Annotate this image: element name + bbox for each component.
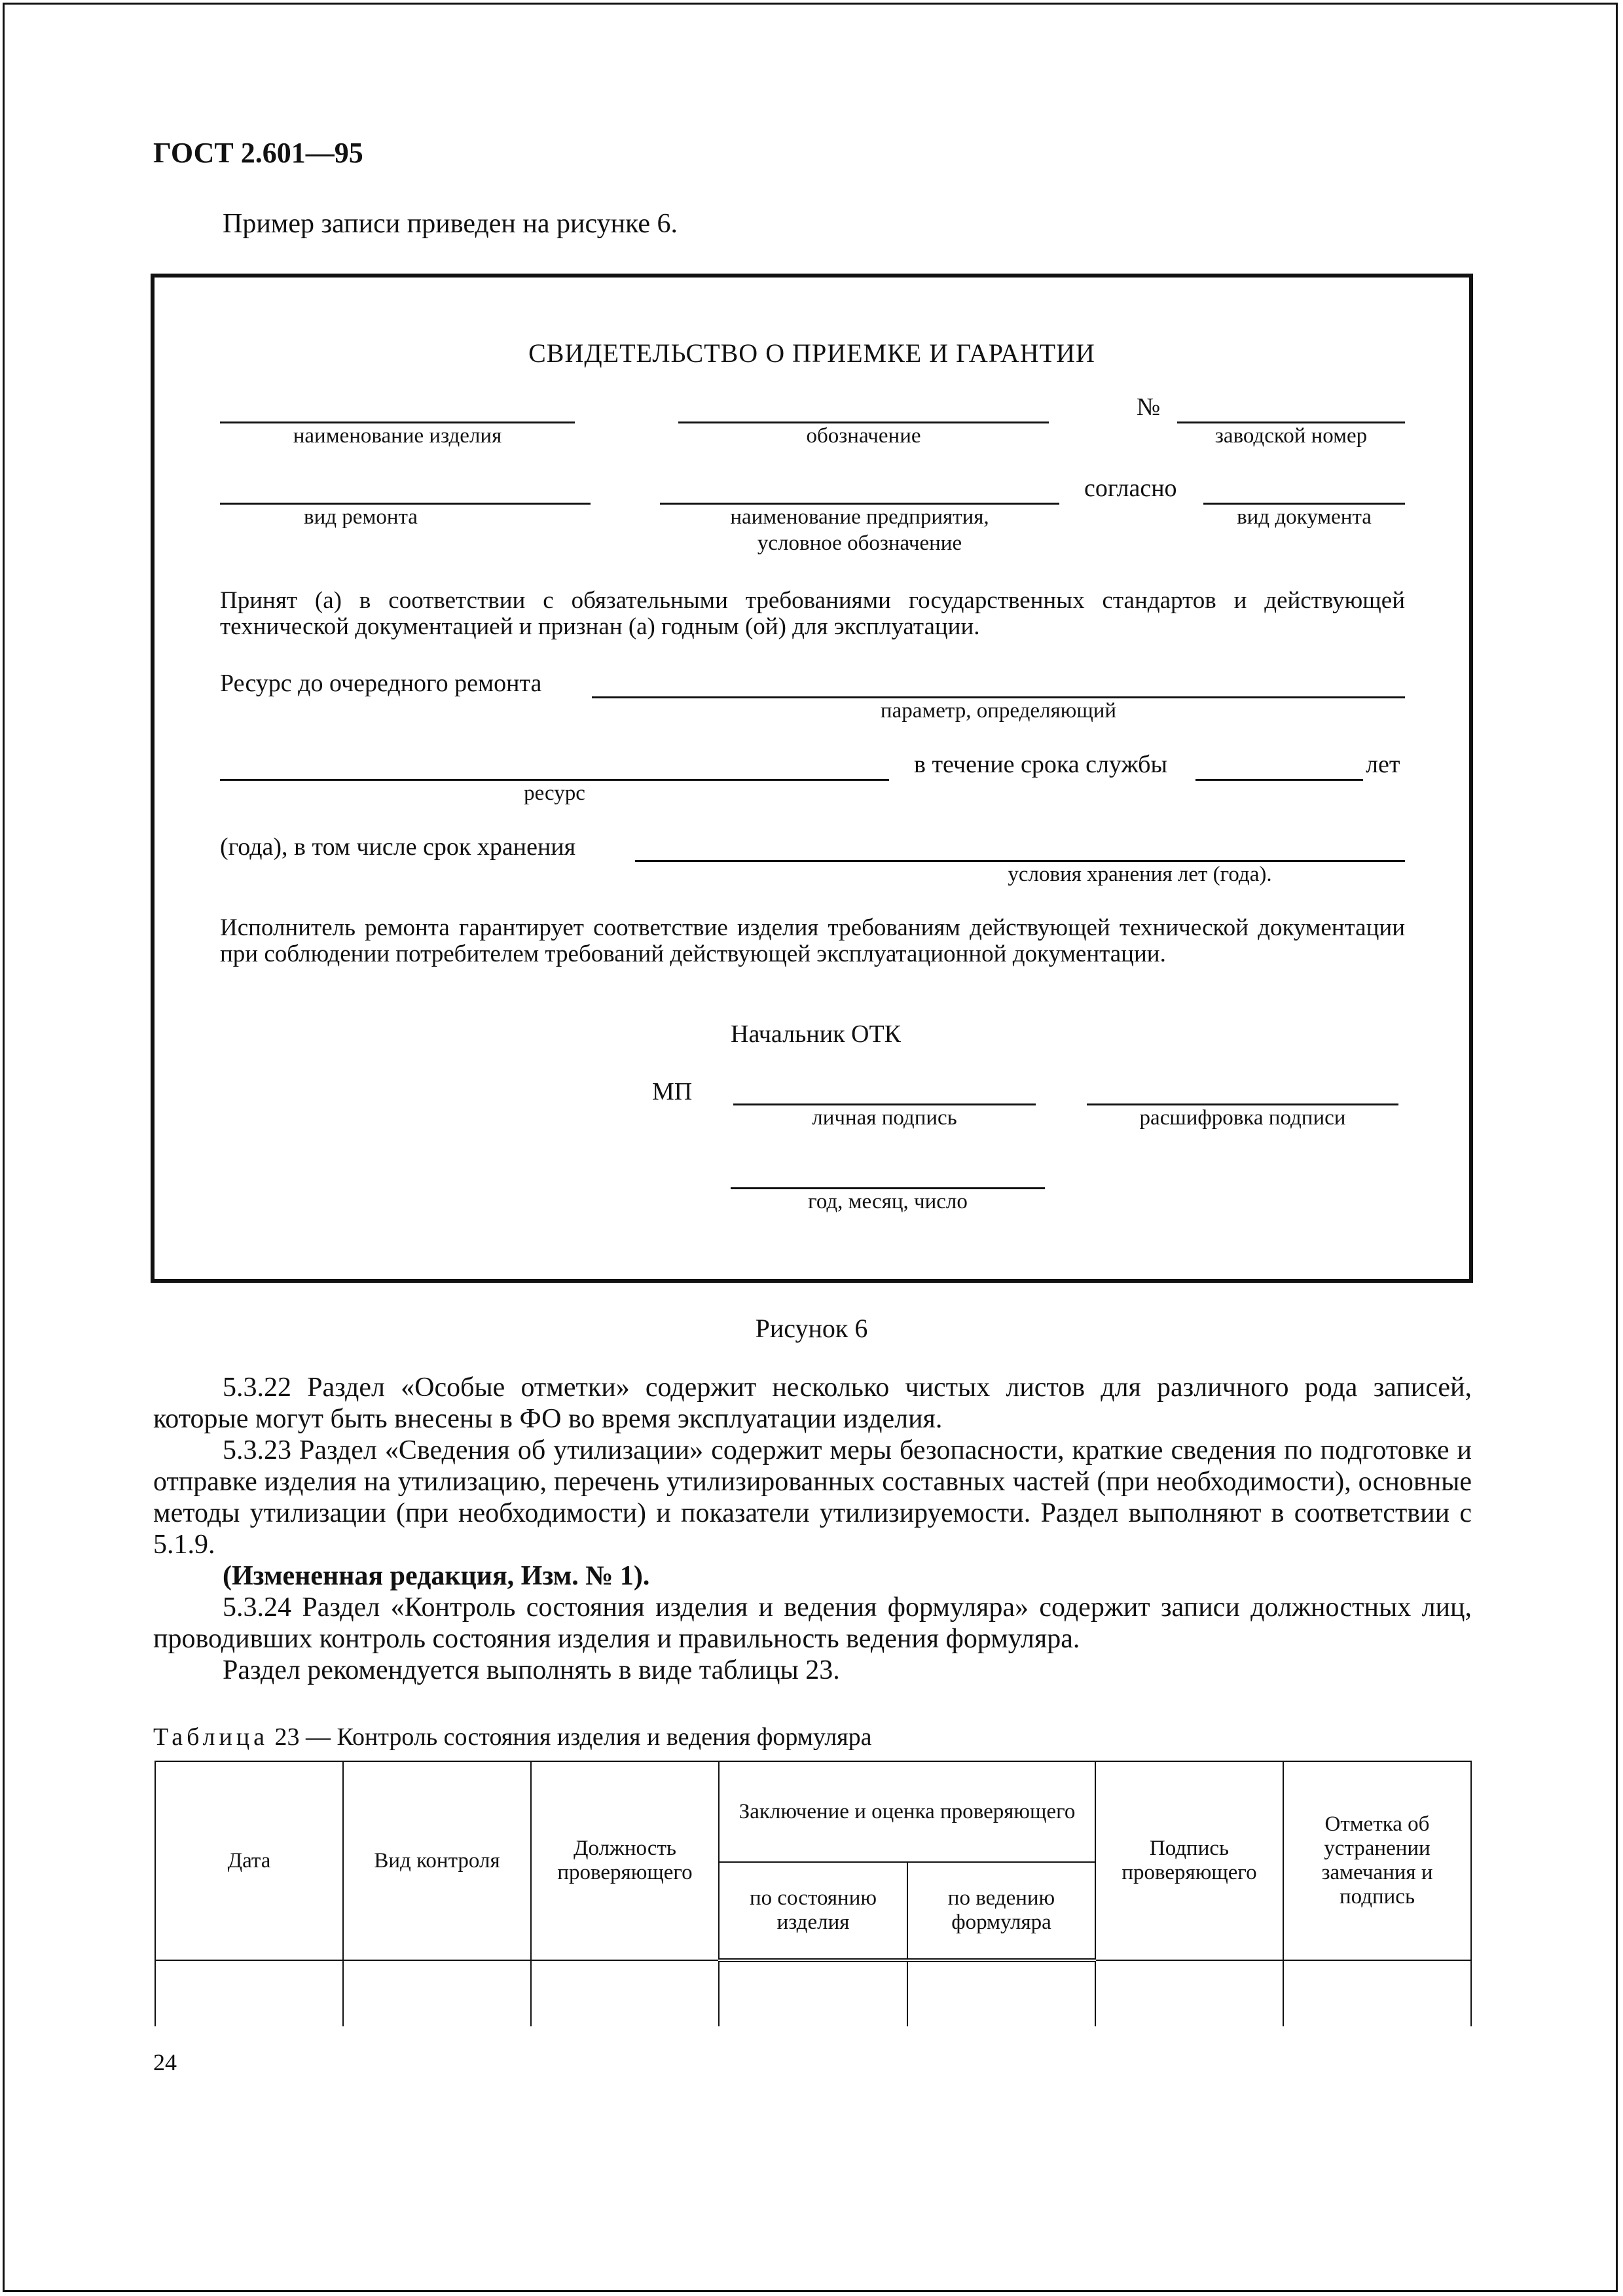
storage-prefix: (года), в том числе срок хранения bbox=[220, 833, 576, 861]
col-remedy: Отметка об устранении замечания и подпись bbox=[1283, 1761, 1471, 1960]
certificate-form bbox=[151, 274, 1473, 1283]
storage-label: условия хранения лет (года). bbox=[1008, 863, 1272, 886]
chief-title: Начальник ОТК bbox=[731, 1020, 902, 1048]
table-cell[interactable] bbox=[531, 1960, 719, 2026]
col-date: Дата bbox=[155, 1761, 343, 1960]
col-position: Должность проверяющего bbox=[531, 1761, 719, 1960]
service-life-text: в течение срока службы bbox=[914, 751, 1168, 778]
control-table bbox=[155, 1761, 1472, 2026]
resource-prefix: Ресурс до очередного ремонта bbox=[220, 670, 542, 697]
stamp-label: МП bbox=[652, 1078, 693, 1105]
years-text: лет bbox=[1366, 751, 1400, 778]
enterprise-label-1: наименование предприятия, bbox=[730, 505, 989, 529]
parameter-label: параметр, определяющий bbox=[880, 699, 1117, 723]
resource-label: ресурс bbox=[524, 781, 585, 805]
repair-type-label: вид ремонта bbox=[304, 505, 418, 529]
table-cell[interactable] bbox=[719, 1960, 907, 2026]
paragraph-5-3-23: 5.3.23 Раздел «Сведения об утилизации» содержит меры безопасности, краткие сведения по подготовке и отправке изделия на утилизацию, перечень утилизированных составных частей (при необходимости), основные методы утилизации (при необходимости) и показатели утилизируемости. Раздел выполняют в соответствии с 5.1.9. bbox=[153, 1435, 1472, 1560]
service-life-field[interactable] bbox=[1195, 779, 1363, 781]
recommend-text: Раздел рекомендуется выполнять в виде таблицы 23. bbox=[223, 1655, 840, 1685]
table-label: Таблица bbox=[153, 1723, 269, 1751]
page-number: 24 bbox=[153, 2049, 177, 2075]
col-by-maintenance: по ведению формуляра bbox=[907, 1862, 1095, 1960]
paragraph-5-3-24: 5.3.24 Раздел «Контроль состояния изделия и ведения формуляра» содержит записи должностных лиц, проводивших контроль состояния изделия и правильность ведения формуляра. bbox=[153, 1592, 1472, 1654]
table-row bbox=[155, 1960, 1471, 2026]
serial-number-label: заводской номер bbox=[1214, 424, 1368, 448]
paragraph-5-3-22: 5.3.22 Раздел «Особые отметки» содержит несколько чистых листов для различного рода записей, которые могут быть внесены в ФО во время эксплуатации изделия. bbox=[153, 1372, 1472, 1434]
intro-text: Пример записи приведен на рисунке 6. bbox=[223, 209, 678, 239]
date-label: год, месяц, число bbox=[808, 1190, 968, 1213]
table-cell[interactable] bbox=[155, 1960, 343, 2026]
table-cell[interactable] bbox=[343, 1960, 531, 2026]
table-title-rest: 23 — Контроль состояния изделия и ведения формуляра bbox=[268, 1723, 872, 1751]
enterprise-label-2: условное обозначение bbox=[757, 531, 962, 555]
certificate-title: СВИДЕТЕЛЬСТВО О ПРИЕМКЕ И ГАРАНТИИ bbox=[528, 338, 1095, 368]
document-type-label: вид документа bbox=[1237, 505, 1372, 529]
table-title bbox=[153, 1723, 872, 1751]
table-cell[interactable] bbox=[1283, 1960, 1471, 2026]
table-cell[interactable] bbox=[907, 1960, 1095, 2026]
standard-header: ГОСТ 2.601—95 bbox=[153, 137, 363, 169]
col-conclusion: Заключение и оценка проверяющего bbox=[719, 1761, 1095, 1862]
designation-label: обозначение bbox=[806, 424, 921, 448]
figure-caption: Рисунок 6 bbox=[755, 1314, 868, 1343]
according-text: согласно bbox=[1084, 475, 1177, 502]
guarantee-text: Исполнитель ремонта гарантирует соответствие изделия требованиям действующей технической документации при соблюдении потребителем требований действующей эксплуатационной документации. bbox=[220, 914, 1405, 967]
table-cell[interactable] bbox=[1095, 1960, 1283, 2026]
col-by-condition: по состоянию изделия bbox=[719, 1862, 907, 1960]
col-signature: Подпись проверяющего bbox=[1095, 1761, 1283, 1960]
accepted-text: Принят (а) в соответствии с обязательными требованиями государственных стандартов и действующей технической документацией и признан (а) годным (ой) для эксплуатации. bbox=[220, 587, 1405, 640]
number-sign: № bbox=[1137, 393, 1161, 421]
signature-label: личная подпись bbox=[812, 1106, 957, 1130]
col-control-type: Вид контроля bbox=[343, 1761, 531, 1960]
amended-note: (Измененная редакция, Изм. № 1). bbox=[223, 1561, 650, 1591]
product-name-label: наименование изделия bbox=[293, 424, 502, 448]
signature-decoding-label: расшифровка подписи bbox=[1139, 1106, 1346, 1130]
